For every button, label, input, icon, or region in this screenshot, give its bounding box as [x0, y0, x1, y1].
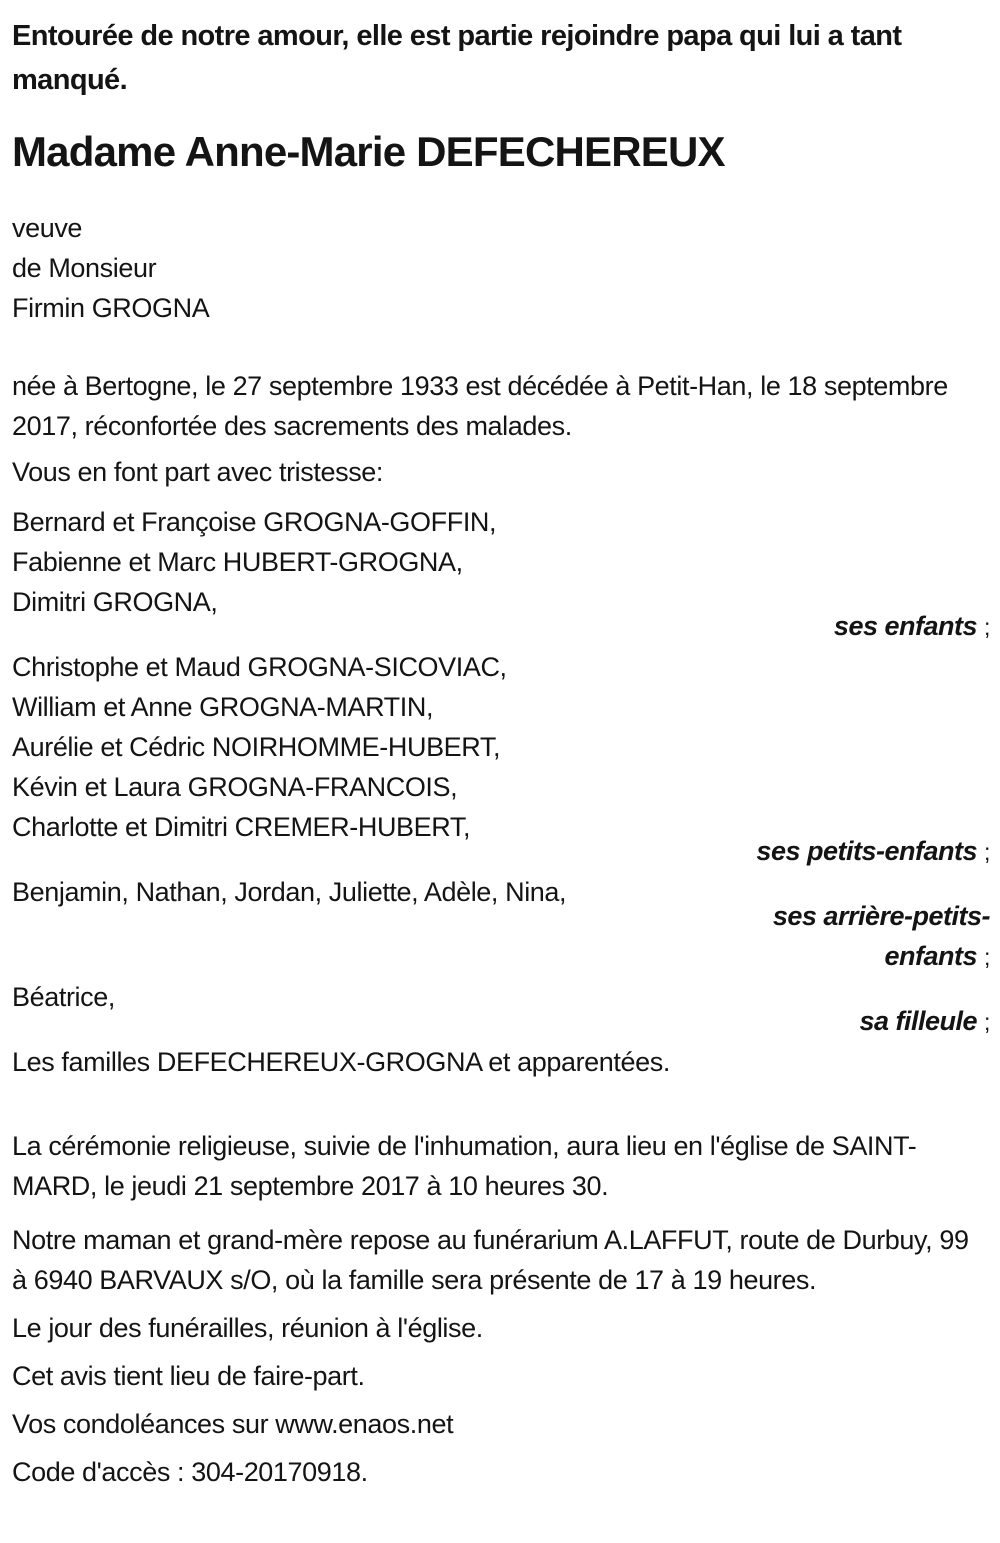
notice-line: Cet avis tient lieu de faire-part. [12, 1361, 365, 1391]
family-name-line: William et Anne GROGNA-MARTIN, [12, 692, 434, 722]
deceased-name-title: Madame Anne-Marie DEFECHEREUX [12, 128, 725, 175]
repose-paragraph: Notre maman et grand-mère repose au funérarium A.LAFFUT, route de Durbuy, 99 à 6940 BARVAUX s/O, où la famille sera présente de 17 à 19 heures. [12, 1225, 969, 1295]
access-code-line: Code d'accès : 304-20170918. [12, 1457, 368, 1487]
relation-label-grandchildren [700, 831, 990, 872]
birth-death-paragraph: née à Bertogne, le 27 septembre 1933 est décédée à Petit-Han, le 18 septembre 2017, réconfortée des sacrements des malades. [12, 371, 948, 441]
status-line-veuve: veuve [12, 213, 83, 243]
funeral-day-line: Le jour des funérailles, réunion à l'église. [12, 1313, 483, 1343]
condolences-line: Vos condoléances sur www.enaos.net [12, 1409, 454, 1439]
family-name-line: Aurélie et Cédric NOIRHOMME-HUBERT, [12, 732, 501, 762]
related-families-line: Les familles DEFECHEREUX-GROGNA et apparentées. [12, 1047, 670, 1077]
family-name-line: Dimitri GROGNA, [12, 587, 218, 617]
family-name-line: Béatrice, [12, 982, 115, 1012]
announcement-line: Vous en font part avec tristesse: [12, 457, 384, 487]
relation-text: sa filleule [859, 1006, 977, 1036]
status-line-spouse-name: Firmin GROGNA [12, 293, 210, 323]
relation-text: ses petits-enfants [756, 836, 977, 866]
relation-label-great-grandchildren [700, 896, 990, 977]
family-name-line: Fabienne et Marc HUBERT-GROGNA, [12, 547, 463, 577]
family-name-line: Bernard et Françoise GROGNA-GOFFIN, [12, 507, 497, 537]
relation-text: ses arrière-petits-enfants [772, 901, 990, 971]
intro-text: Entourée de notre amour, elle est partie rejoindre papa qui lui a tant manqué. [12, 20, 902, 96]
family-group-children [12, 502, 990, 622]
relation-suffix: ; [984, 614, 990, 640]
marital-status-block [12, 208, 990, 328]
relation-suffix: ; [984, 839, 990, 865]
relation-suffix: ; [984, 1009, 990, 1035]
family-name-line: Christophe et Maud GROGNA-SICOVIAC, [12, 652, 507, 682]
family-name-line: Charlotte et Dimitri CREMER-HUBERT, [12, 812, 471, 842]
ceremony-paragraph: La cérémonie religieuse, suivie de l'inhumation, aura lieu en l'église de SAINT-MARD, le jeudi 21 septembre 2017 à 10 heures 30. [12, 1131, 917, 1201]
status-line-de-monsieur: de Monsieur [12, 253, 157, 283]
relation-label-goddaughter [700, 1001, 990, 1042]
relation-label-children [700, 606, 990, 647]
family-group-grandchildren [12, 647, 990, 847]
family-name-line: Benjamin, Nathan, Jordan, Juliette, Adèle, Nina, [12, 877, 567, 907]
family-name-line: Kévin et Laura GROGNA-FRANCOIS, [12, 772, 458, 802]
relation-suffix: ; [984, 944, 990, 970]
relation-text: ses enfants [833, 611, 977, 641]
